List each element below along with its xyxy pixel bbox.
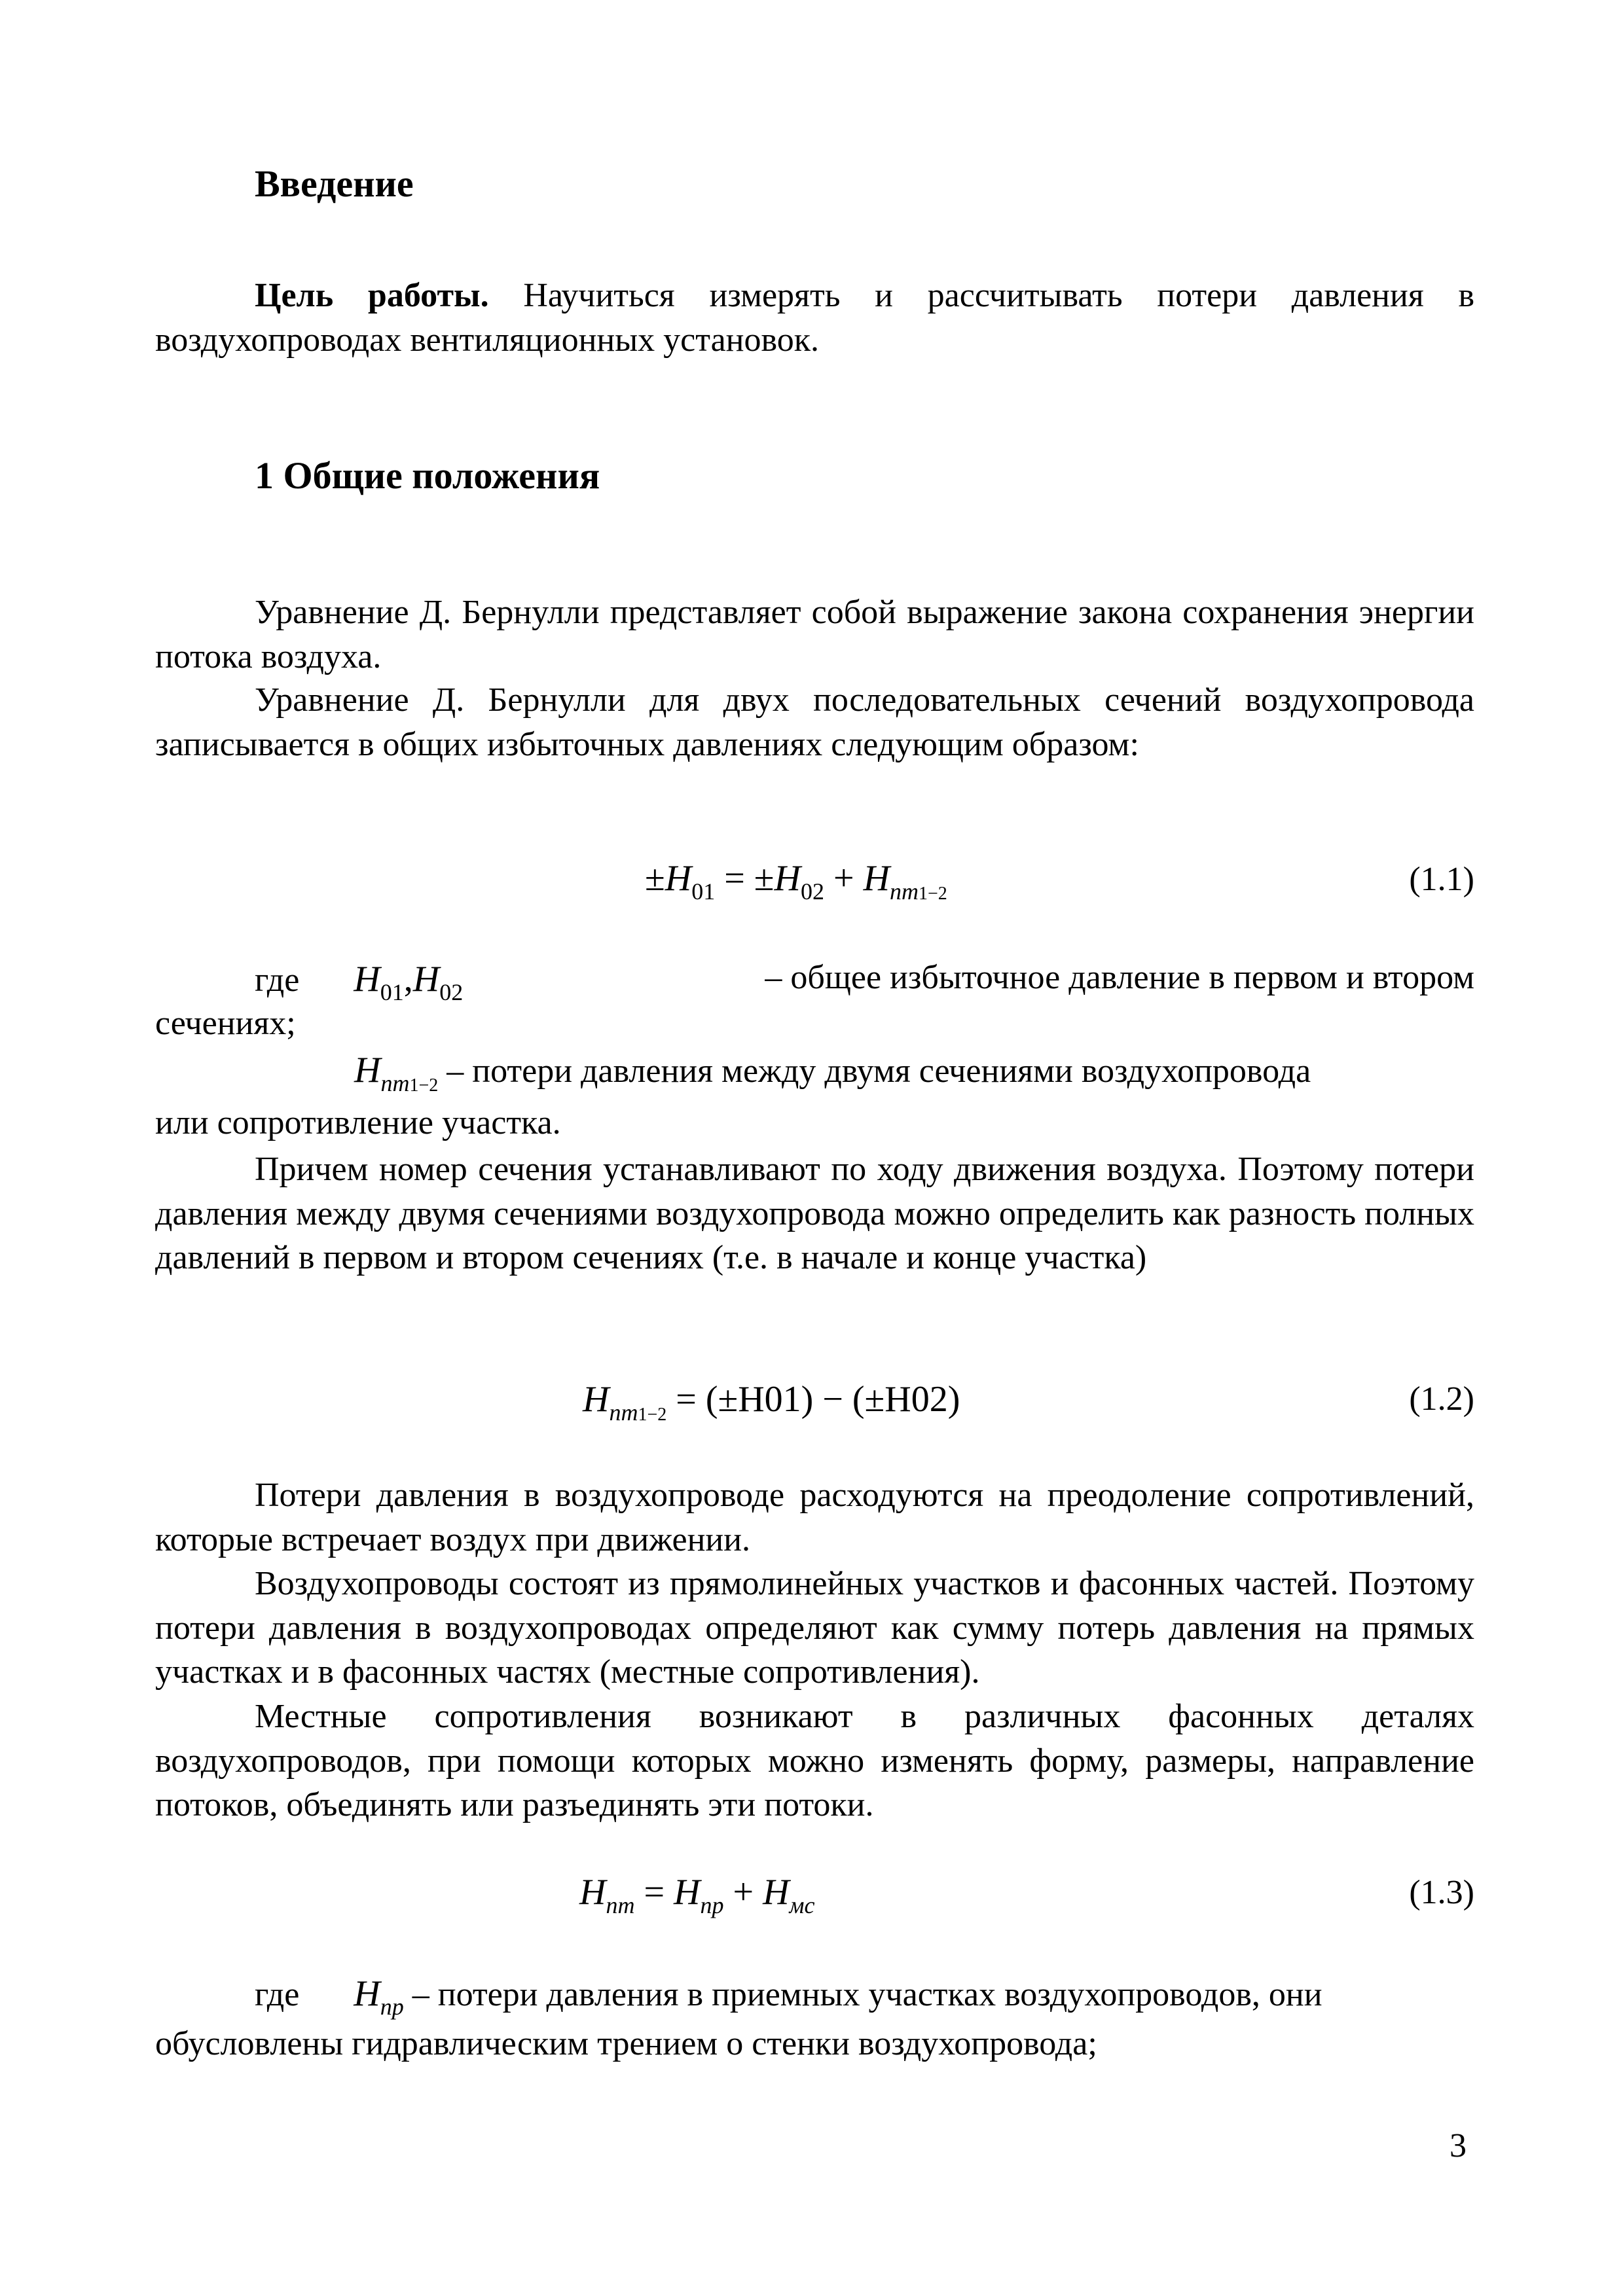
equation-1-2: $H_{nm1-2} = (\pm H01) - (\pm H02)$ [583,1379,960,1426]
paragraph-1-text: Уравнение Д. Бернулли представляет собой выражение закона сохранения энергии потока воздуха. [155,594,1474,675]
equation-1-1: $\pm H_{01} = \pm H_{02} + H_{nm1-2}$ [645,858,947,905]
page-number: 3 [1450,2127,1467,2164]
paragraph-3-text: Причем номер сечения устанавливают по ходу движения воздуха. Поэтому потери давления между двумя сечениями воздухопровода можно определить как разность полных давлений в первом и втором сечениях (т.е. в начале и конце участка) [155,1151,1474,1276]
equation-1-3-number: (1.3) [1409,1874,1474,1911]
where-line-2: $H_{nm1-2}$ – потери давления между двумя сечениями воздухопровода [354,1050,1311,1096]
paragraph-6-text: Местные сопротивления возникают в различных фасонных деталях воздухопроводов, при помощи которых можно изменять форму, размеры, направление потоков, объединять или разъединять эти потоки. [155,1698,1474,1823]
where-line-1: где $H_{01},H_{02}$ – общее избыточное давление в первом и втором [255,959,1474,1005]
where-line-1-cont: сечениях; [155,1005,296,1042]
goal-label: Цель работы. [255,277,489,314]
goal-paragraph [155,274,1474,362]
section1-heading: 1 Общие положения [255,454,600,497]
intro-heading: Введение [255,162,414,205]
goal-text: Научиться измерять и рассчитывать потери давления в воздухопроводах вентиляционных установок. [155,277,1475,359]
paragraph-3 [155,1147,1474,1280]
paragraph-5-text: Воздухопроводы состоят из прямолинейных участков и фасонных частей. Поэтому потери давления в воздухопроводах определяют как сумму потерь давления на прямых участках и в фасонных частях (местные сопротивления). [155,1565,1474,1691]
paragraph-1 [155,590,1474,679]
equation-1-2-number: (1.2) [1409,1380,1474,1418]
where-line-3-cont: обусловлены гидравлическим трением о стенки воздухопровода; [155,2025,1097,2062]
where-line-3: где $H_{np}$ – потери давления в приемных участках воздухопроводов, они [255,1973,1322,2020]
where-line-2-cont: или сопротивление участка. [155,1104,561,1141]
equation-1-3: $H_{nm} = H_{np} + H_{мс}$ [579,1872,815,1918]
where-line-1-text: – общее избыточное давление в первом и втором [765,959,1474,996]
paragraph-5 [155,1562,1474,1695]
paragraph-2-text: Уравнение Д. Бернулли для двух последовательных сечений воздухопровода записывается в общих избыточных давлениях следующим образом: [155,681,1474,763]
paragraph-4-text: Потери давления в воздухопроводе расходуются на преодоление сопротивлений, которые встречает воздух при движении. [155,1477,1474,1558]
paragraph-4 [155,1473,1474,1562]
paragraph-6 [155,1695,1474,1827]
equation-1-1-number: (1.1) [1409,861,1474,898]
paragraph-2 [155,678,1474,766]
